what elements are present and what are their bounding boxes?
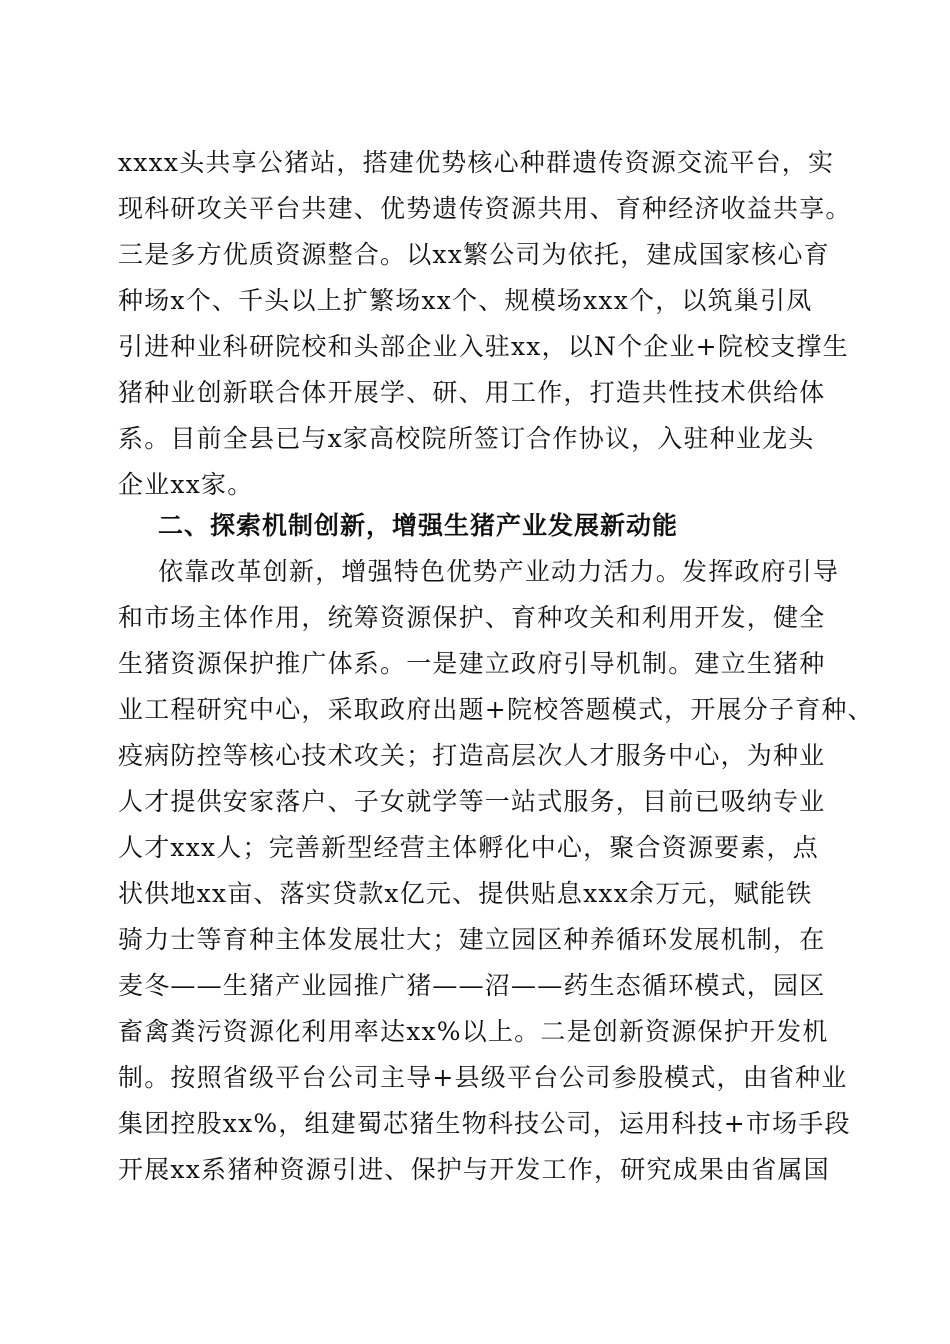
body-text-line: 人才提供安家落户、子女就学等一站式服务，目前已吸纳专业 [118,787,826,816]
body-text-line: 状供地xx亩、落实贷款x亿元、提供贴息xxx余万元，赋能铁 [118,879,813,908]
body-text-line: 业工程研究中心，采取政府出题+院校答题模式，开展分子育种、 [118,695,874,724]
body-text-line: 和市场主体作用，统筹资源保护、育种攻关和利用开发，健全 [118,603,826,632]
body-text-line: 麦冬——生猪产业园推广猪——沼——药生态循环模式，园区 [118,971,826,1000]
body-text-line: 集团控股xx%，组建蜀芯猪生物科技公司，运用科技+市场手段 [118,1109,851,1138]
body-text-line: 现科研攻关平台共建、优势遗传资源共用、育种经济收益共享。 [118,194,852,223]
body-text-line: 系。目前全县已与x家高校院所签订合作协议，入驻种业龙头 [118,424,815,453]
body-text-line: 猪种业创新联合体开展学、研、用工作，打造共性技术供给体 [118,378,826,407]
body-text-line: xxxx头共享公猪站，搭建优势核心种群遗传资源交流平台，实 [118,148,835,177]
body-text-line: 生猪资源保护推广体系。一是建立政府引导机制。建立生猪种 [118,649,826,678]
body-text-line: 引进种业科研院校和头部企业入驻xx，以N个企业+院校支撑生 [118,332,849,361]
body-text-line: 畜禽粪污资源化利用率达xx%以上。二是创新资源保护开发机 [118,1017,829,1046]
section-heading: 二、探索机制创新，增强生猪产业发展新动能 [158,511,679,540]
body-text-line: 开展xx系猪种资源引进、保护与开发工作，研究成果由省属国 [118,1155,830,1184]
body-text-line: 企业xx家。 [118,470,254,499]
body-text-line: 三是多方优质资源整合。以xx繁公司为依托，建成国家核心育 [118,240,830,269]
body-text-line: 制。按照省级平台公司主导+县级平台公司参股模式，由省种业 [118,1063,848,1092]
body-text-line: 人才xxx人；完善新型经营主体孵化中心，聚合资源要素，点 [118,833,819,862]
body-text-line: 骑力士等育种主体发展壮大；建立园区种养循环发展机制，在 [118,925,826,954]
body-text-line: 疫病防控等核心技术攻关；打造高层次人才服务中心，为种业 [118,741,826,770]
body-text-line: 依靠改革创新，增强特色优势产业动力活力。发挥政府引导 [158,557,840,586]
body-text-line: 种场x个、千头以上扩繁场xx个、规模场xxx个，以筑巢引凤 [118,286,813,315]
